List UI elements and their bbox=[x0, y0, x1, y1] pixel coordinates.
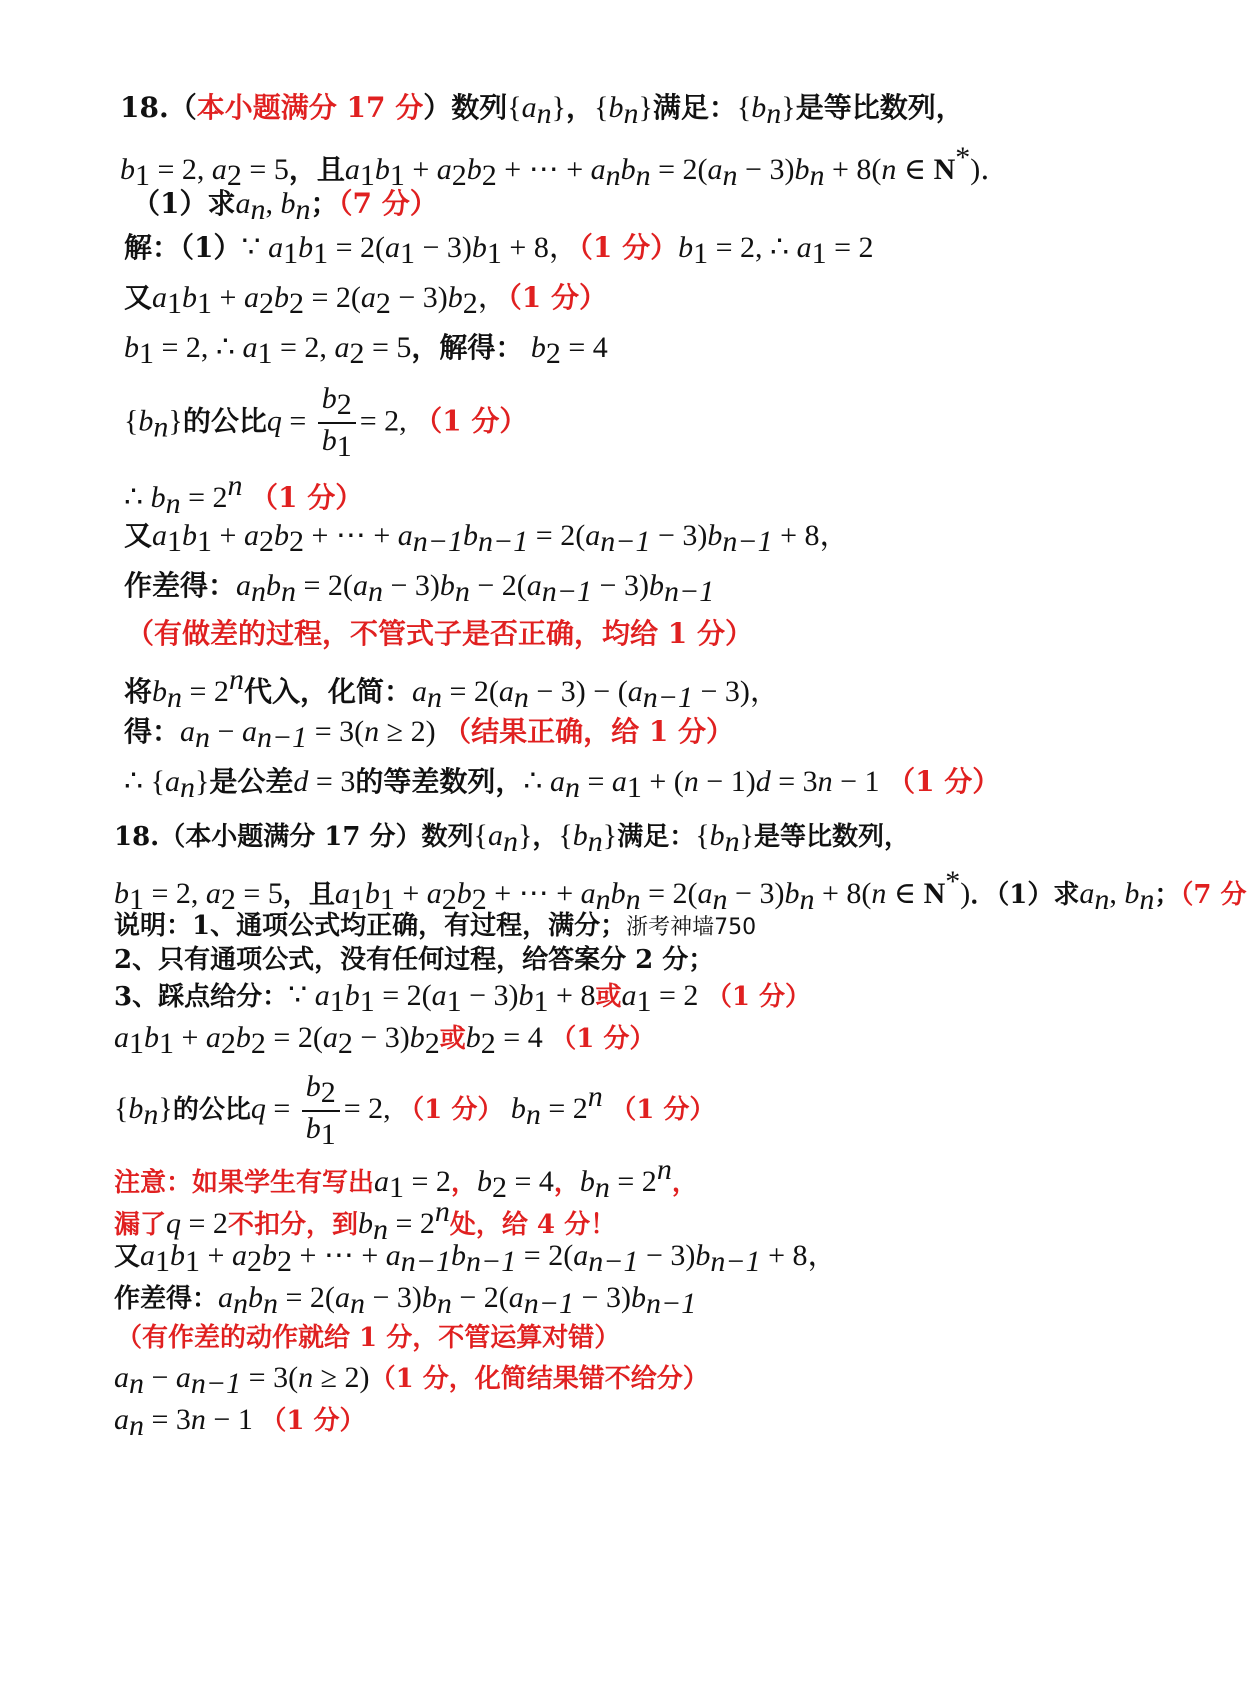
part1-question: （1）求$a_n$, $b_n$；（7 分） bbox=[132, 187, 438, 226]
given-condition: $b_1 = 2$, $a_2 = 5$，且$a_1b_1 + a_2b_2$ + ⋯ + $a_nb_n = 2(a_n - 3)b_n + 8(n$ ∈ N*)． bbox=[120, 141, 1011, 192]
attention-line-1: 注意：如果学生有写出$a_1 = 2$，$b_2 = 4$，$b_n = 2^n$， bbox=[114, 1153, 698, 1204]
explain-step-4: 又$a_1b_1 + a_2b_2$ + ⋯ + $a_{n-1}b_{n-1} = 2(a_{n-1} - 3)b_{n-1} + 8$， bbox=[114, 1239, 838, 1278]
solution-recurrence: 得：$a_n - a_{n-1} = 3(n \ge 2)$ （结果正确，给 1 分） bbox=[124, 715, 735, 754]
solution-ratio: $\{b_n\}$的公比q = $\frac{b_2}{b_1}$ = 2, （1 分） bbox=[124, 382, 528, 463]
explain-2: 2、只有通项公式，没有任何过程，给答案分 2 分； bbox=[114, 945, 715, 975]
explain-recurrence: $a_n - a_{n-1} = 3(n \ge 2)(1$ 分，化简结果错不给分） bbox=[114, 1361, 709, 1400]
close-paren: ） bbox=[423, 91, 452, 124]
solution-step-3: $b_1 = 2$, ∴ $a_1 = 2$, $a_2 = 5$，解得： $b_2 = 4$ bbox=[124, 331, 608, 370]
solution-bn: ∴ $b_n = 2^n$ （1 分） bbox=[124, 469, 364, 520]
problem-number: 18. bbox=[120, 91, 169, 124]
solution-step-4: 又$a_1b_1 + a_2b_2$ + ⋯ + $a_{n-1}b_{n-1} = 2(a_{n-1} - 3)b_{n-1} + 8$， bbox=[124, 519, 850, 558]
given-condition-2: $b_1 = 2$, $a_2 = 5$，且$a_1b_1 + a_2b_2$ + ⋯ + $a_nb_n = 2(a_n - 3)b_n + 8(n$ ∈ N*)．（1）求$a_n$, $b_n$；（7 分 bbox=[114, 865, 1247, 916]
score-note: 本小题满分 17 分 bbox=[196, 91, 424, 124]
solution-step-1: 解：（1）∵ $a_1b_1 = 2(a_1 - 3)b_1 + 8$，（1 分）$b_1 = 2$, ∴ $a_1 = 2$ bbox=[124, 231, 874, 270]
explain-an: $a_n = 3n - 1$ （1 分） bbox=[114, 1403, 366, 1442]
solution-substitute: 将$b_n = 2^n$代入，化简：$a_n = 2(a_n - 3) - (a_{n-1} - 3)$， bbox=[124, 663, 780, 714]
open-paren: （ bbox=[168, 91, 197, 124]
explain-3: 3、踩点给分：∵ $a_1b_1 = 2(a_1 - 3)b_1 + 8$或$a_1 = 2$ （1 分） bbox=[114, 979, 812, 1018]
attention-line-2: 漏了q = 2不扣分，到$b_n = 2^n$处，给 4 分！ bbox=[114, 1195, 617, 1246]
solution-step-2: 又$a_1b_1 + a_2b_2 = 2(a_2 - 3)b_2$，（1 分） bbox=[124, 281, 608, 320]
note-subtract: （有做差的过程，不管式子是否正确，均给 1 分） bbox=[126, 617, 753, 650]
stem-text: 数列 bbox=[451, 91, 508, 124]
solution-an: ∴ $\{a_n\}$是公差d = 3的等差数列，∴ $a_n = a_1 + (n - 1)d = 3n - 1$ （1 分） bbox=[124, 765, 1001, 804]
problem-header-1: 18.（本小题满分 17 分）数列$\{a_n\}$，$\{b_n\}$满足：$\{b_n\}$是等比数列， bbox=[120, 91, 964, 130]
problem-header-2: 18.（本小题满分 17 分）数列$\{a_n\}$，$\{b_n\}$满足：$\{b_n\}$是等比数列， bbox=[114, 819, 911, 858]
explain-1: 说明：1、通项公式均正确，有过程，满分；浙考神墙750 bbox=[114, 911, 757, 941]
note-subtract-2: （有作差的动作就给 1 分，不管运算对错） bbox=[116, 1323, 621, 1353]
watermark-text: 浙考神墙750 bbox=[626, 915, 757, 940]
explain-subtract: 作差得：$a_nb_n = 2(a_n - 3)b_n - 2(a_{n-1} - 3)b_{n-1}$ bbox=[114, 1281, 697, 1320]
solution-subtract: 作差得：$a_nb_n = 2(a_n - 3)b_n - 2(a_{n-1} - 3)b_{n-1}$ bbox=[124, 569, 715, 608]
explain-ratio: $\{b_n\}$的公比q = $\frac{b_2}{b_1}$ = 2, （1 分） $b_n = 2^n$ （1 分） bbox=[114, 1070, 716, 1151]
explain-step-2: $a_1b_1 + a_2b_2 = 2(a_2 - 3)b_2$或$b_2 = 4$ （1 分） bbox=[114, 1021, 656, 1060]
